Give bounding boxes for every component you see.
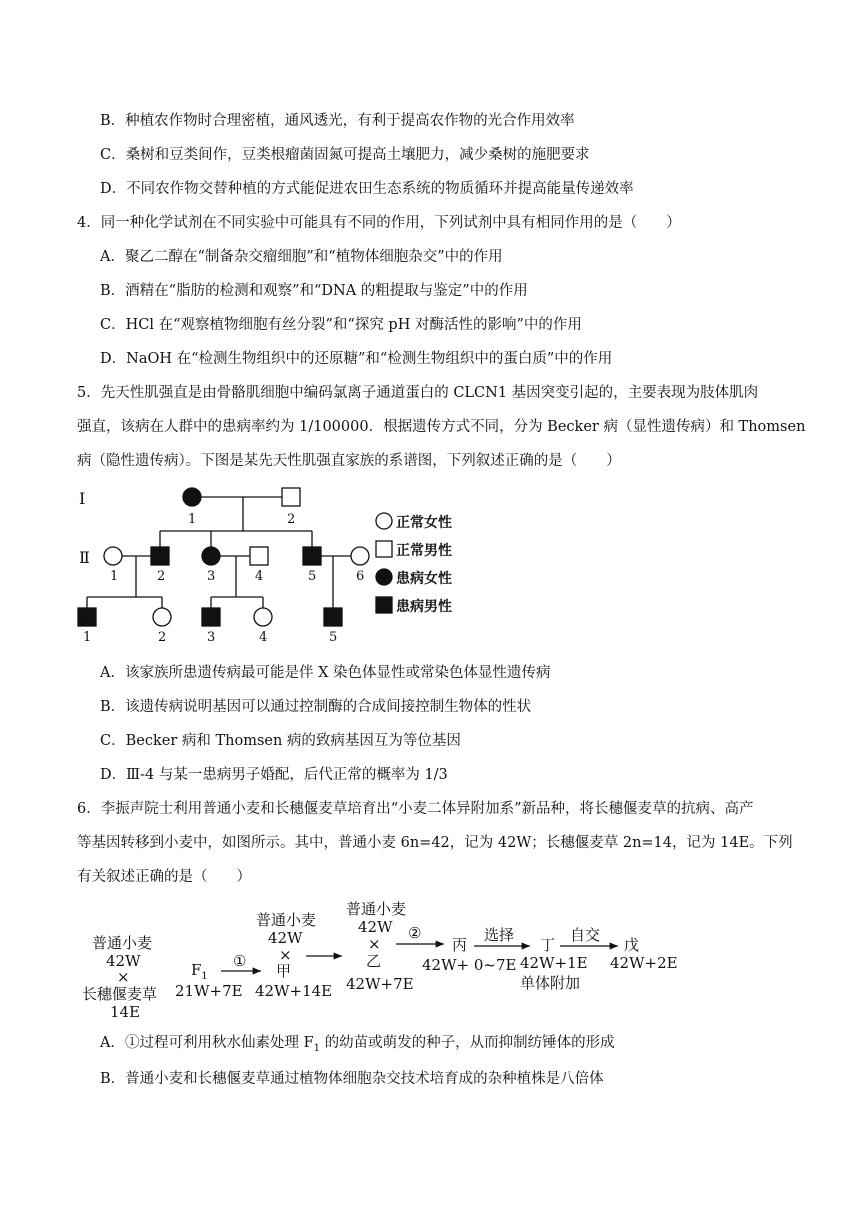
num-I2: 2 (287, 512, 296, 527)
yi-label: 乙 (366, 952, 382, 970)
q5-option-b: B．该遗传病说明基因可以通过控制酶的合成间接控制生物体的性状 (100, 699, 532, 715)
yi-genome: 42W+7E (346, 975, 414, 993)
pedigree-I2-normal-male (282, 488, 300, 506)
legend-normal-male-symbol (376, 541, 392, 557)
pedigree-II5-affected-male (303, 547, 321, 565)
wheat-2: 普通小麦 (256, 911, 317, 929)
pedigree-II1-normal-female (104, 547, 122, 565)
q3-option-b: B．种植农作物时合理密植，通风透光，有利于提高农作物的光合作用效率 (100, 113, 575, 129)
num-III5: 5 (329, 630, 338, 645)
gen-label-II: Ⅱ (79, 548, 90, 567)
step-1-marker: ① (233, 952, 247, 970)
step-2-marker: ② (408, 924, 422, 942)
q4-option-d: D．NaOH 在“检测生物组织中的还原糖”和“检测生物组织中的蛋白质”中的作用 (100, 351, 613, 367)
ding-genome: 42W+1E (520, 954, 588, 972)
q5-stem-line-3: 病（隐性遗传病）。下图是某先天性肌强直家族的系谱图，下列叙述正确的是（ ） (77, 453, 621, 469)
pedigree-III5-affected-male (324, 608, 342, 626)
q3-option-c: C．桑树和豆类间作，豆类根瘤菌固氮可提高土壤肥力，减少桑树的施肥要求 (100, 147, 590, 163)
jia-genome: 42W+14E (255, 982, 333, 1000)
num-II5: 5 (308, 569, 317, 584)
q5-stem-line-1: 5．先天性肌强直是由骨骼肌细胞中编码氯离子通道蛋白的 CLCN1 基因突变引起的，主要表现为肢体肌肉 (77, 385, 759, 401)
num-III3: 3 (207, 630, 216, 645)
parent-rye: 长穗偃麦草 (82, 985, 158, 1003)
parent-rye-genome: 14E (110, 1003, 141, 1021)
ding-label: 丁 (540, 936, 556, 954)
pedigree-I1-affected-female (183, 488, 201, 506)
cross-symbol-1: × (117, 968, 130, 986)
parent-wheat-genome: 42W (106, 952, 141, 970)
q4-stem: 4．同一种化学试剂在不同实验中可能具有不同的作用，下列试剂中具有相同作用的是（ ） (77, 215, 681, 231)
legend-affected-female: 患病女性 (396, 571, 452, 587)
legend-affected-male-symbol (376, 597, 392, 613)
wheat-2-genome: 42W (268, 929, 303, 947)
breeding-diagram (0, 895, 700, 1025)
num-II6: 6 (356, 569, 365, 584)
num-II3: 3 (207, 569, 216, 584)
wheat-3-genome: 42W (358, 918, 393, 936)
q4-option-a: A．聚乙二醇在“制备杂交瘤细胞”和“植物体细胞杂交”中的作用 (100, 249, 503, 265)
num-II2: 2 (157, 569, 166, 584)
pedigree-III4-normal-female (254, 608, 272, 626)
num-II1: 1 (110, 569, 119, 584)
bing-genome: 42W+ 0~7E (422, 956, 517, 974)
num-III1: 1 (83, 630, 92, 645)
pedigree-chart (0, 480, 520, 655)
ding-note: 单体附加 (520, 974, 581, 992)
q5-stem-line-2: 强直，该病在人群中的患病率约为 1/100000．根据遗传方式不同，分为 Becker 病（显性遗传病）和 Thomsen (77, 419, 806, 435)
legend-normal-male: 正常男性 (396, 543, 452, 559)
num-III2: 2 (158, 630, 167, 645)
gen-label-I: Ⅰ (79, 489, 86, 508)
wu-genome: 42W+2E (610, 954, 678, 972)
num-II4: 4 (255, 569, 264, 584)
pedigree-II6-normal-female (351, 547, 369, 565)
legend-normal-female-symbol (376, 513, 392, 529)
parent-wheat: 普通小麦 (92, 934, 153, 952)
cross-symbol-3: × (368, 935, 381, 953)
cross-symbol-2: × (279, 946, 292, 964)
q5-option-d: D．Ⅲ-4 与某一患病男子婚配，后代正常的概率为 1/3 (100, 767, 448, 783)
q6-stem-line-2: 等基因转移到小麦中，如图所示。其中，普通小麦 6n=42，记为 42W；长穗偃麦草 2n=14，记为 14E。下列 (77, 835, 793, 851)
f1-label: $F_1$ (191, 961, 208, 982)
legend-affected-male: 患病男性 (396, 599, 452, 615)
q3-option-d: D．不同农作物交替种植的方式能促进农田生态系统的物质循环并提高能量传递效率 (100, 181, 634, 197)
q4-option-b: B．酒精在“脂肪的检测和观察”和“DNA 的粗提取与鉴定”中的作用 (100, 283, 528, 299)
num-I1: 1 (188, 512, 197, 527)
jia-label: 甲 (276, 962, 292, 980)
pedigree-II4-normal-male (250, 547, 268, 565)
wu-label: 戊 (624, 936, 640, 954)
q6-option-b: B．普通小麦和长穗偃麦草通过植物体细胞杂交技术培育成的杂种植株是八倍体 (100, 1071, 604, 1087)
q6-stem-line-3: 有关叙述正确的是（ ） (77, 869, 251, 885)
selfing-label: 自交 (570, 926, 601, 944)
legend-normal-female: 正常女性 (396, 515, 452, 531)
pedigree-II3-affected-female (202, 547, 220, 565)
legend-affected-female-symbol (376, 569, 392, 585)
q6-option-a: A．①过程可利用秋水仙素处理 $F_1$ 的幼苗或萌发的种子，从而抑制纺锤体的形成 (100, 1035, 615, 1054)
pedigree-III3-affected-male (202, 608, 220, 626)
select-label: 选择 (484, 926, 515, 944)
pedigree-II2-affected-male (151, 547, 169, 565)
bing-label: 丙 (452, 936, 468, 954)
q5-option-c: C．Becker 病和 Thomsen 病的致病基因互为等位基因 (100, 733, 461, 749)
gen-label-III: Ⅲ (79, 609, 95, 628)
q4-option-c: C．HCl 在“观察植物细胞有丝分裂”和“探究 pH 对酶活性的影响”中的作用 (100, 317, 582, 333)
num-III4: 4 (259, 630, 268, 645)
pedigree-III2-normal-female (153, 608, 171, 626)
q5-option-a: A．该家族所患遗传病最可能是伴 X 染色体显性或常染色体显性遗传病 (100, 665, 551, 681)
q6-stem-line-1: 6．李振声院士利用普通小麦和长穗偃麦草培育出“小麦二体异附加系”新品种，将长穗偃麦草的抗病、高产 (77, 801, 754, 817)
f1-genome: 21W+7E (175, 982, 243, 1000)
wheat-3: 普通小麦 (346, 900, 407, 918)
